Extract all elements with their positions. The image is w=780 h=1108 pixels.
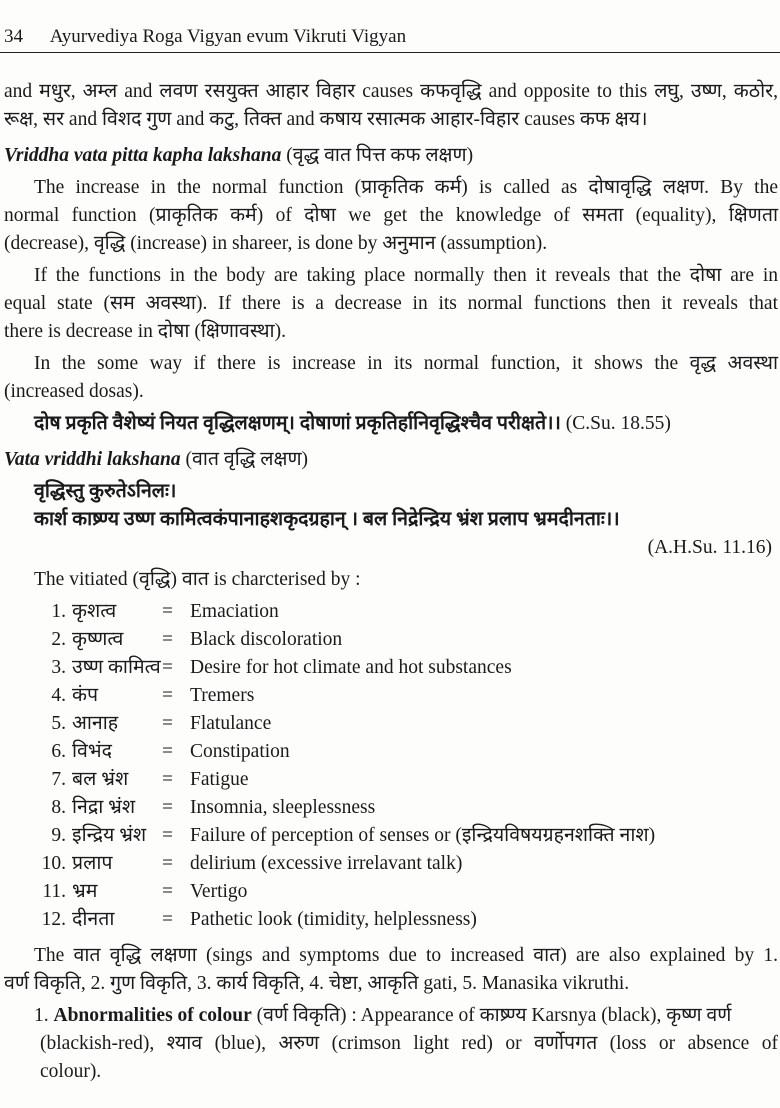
item-term: आनाह (72, 713, 119, 734)
item-meaning: Insomnia, sleeplessness (190, 797, 376, 818)
text-line: रूक्ष, सर and विशद गुण and कटु, तिक्त and कषाय रसात्मक आहार-विहार causes कफ क्षय। (4, 109, 648, 130)
text-line: In the some way if there is increase in its normal function, it shows the वृद्ध अवस्था (34, 353, 778, 374)
item-meaning: Emaciation (190, 601, 279, 622)
heading-devanagari: (वृद्ध वात पित्त कफ लक्षण) (281, 145, 474, 166)
equals-sign: = (162, 909, 173, 930)
item-number: 2. (51, 629, 66, 650)
item-number: 10. (41, 853, 66, 874)
sanskrit-verse: वृद्धिस्तु कुरुतेऽनिलः। (34, 481, 177, 502)
equals-sign: = (162, 601, 173, 622)
item-number: 3. (51, 657, 66, 678)
item-title: Abnormalities of colour (53, 1005, 252, 1026)
item-meaning: Fatigue (190, 769, 249, 790)
equals-sign: = (162, 881, 173, 902)
equals-sign: = (162, 741, 173, 762)
item-number: 7. (51, 769, 66, 790)
equals-sign: = (162, 713, 173, 734)
item-number: 9. (51, 825, 66, 846)
item-term: इन्द्रिय भ्रंश (72, 825, 147, 846)
item-term: दीनता (72, 909, 115, 930)
text-line: normal function (प्राकृतिक कर्म) of दोषा we get the knowledge of समता (equality), क्षिणता (4, 205, 778, 226)
item-term: निद्रा भ्रंश (72, 797, 136, 818)
item-term: कृशत्व (72, 601, 117, 622)
text-line: equal state (सम अवस्था). If there is a decrease in its normal functions then it reveals that (4, 293, 778, 314)
text-line: colour). (40, 1061, 102, 1082)
text-line: (blackish-red), श्याव (blue), अरुण (crimson light red) or वर्णोपगत (loss or absence of (40, 1033, 778, 1054)
verse-reference: (C.Su. 18.55) (560, 413, 671, 434)
item-meaning: Pathetic look (timidity, helplessness) (190, 909, 477, 930)
heading-title: Vriddha vata pitta kapha lakshana (4, 145, 282, 166)
equals-sign: = (162, 797, 173, 818)
equals-sign: = (162, 825, 173, 846)
heading-devanagari: (वात वृद्धि लक्षण) (180, 449, 309, 470)
text-line: and मधुर, अम्ल and लवण रसयुक्त आहार विहार causes कफवृद्धि and opposite to this लघु, उष्ण, कठोर, (4, 81, 778, 102)
equals-sign: = (162, 769, 173, 790)
item-meaning: Black discoloration (190, 629, 343, 650)
text-line: The increase in the normal function (प्राकृतिक कर्म) is called as दोषावृद्धि लक्षण. By the (34, 177, 778, 198)
verse-reference: (A.H.Su. 11.16) (647, 537, 772, 558)
list-paragraph (34, 1004, 778, 1028)
item-number: 6. (51, 741, 66, 762)
equals-sign: = (162, 853, 173, 874)
item-number: 1. (51, 601, 66, 622)
text-line: there is decrease in दोषा (क्षिणावस्था). (4, 321, 286, 342)
text-line: The vitiated (वृद्धि) वात is charcterised by : (34, 569, 361, 590)
item-number: 5. (51, 713, 66, 734)
item-meaning: Flatulance (190, 713, 272, 734)
text-line: If the functions in the body are taking place normally then it reveals that the दोषा are in (34, 265, 778, 286)
item-meaning: delirium (excessive irrelavant talk) (190, 853, 463, 874)
item-meaning: Vertigo (190, 881, 248, 902)
item-meaning: Failure of perception of senses or (इन्द्रियविषयग्रहनशक्ति नाश) (190, 825, 656, 846)
equals-sign: = (162, 657, 173, 678)
text-line: वर्ण विकृति, 2. गुण विकृति, 3. कार्य विकृति, 4. चेष्टा, आकृति gati, 5. Manasika vikruthi. (4, 973, 630, 994)
item-term: कंप (72, 685, 99, 706)
equals-sign: = (162, 685, 173, 706)
verse-text: दोष प्रकृति वैशेष्यं नियत वृद्धिलक्षणम्। दोषाणां प्रकृतिर्हानिवृद्धिश्चैव परीक्षते।। (34, 413, 561, 434)
section-heading (4, 448, 778, 472)
item-number: 12. (41, 909, 66, 930)
item-meaning: Constipation (190, 741, 290, 762)
heading-title: Vata vriddhi lakshana (4, 449, 181, 470)
item-number: 8. (51, 797, 66, 818)
running-header (4, 26, 406, 48)
book-title: Ayurvediya Roga Vigyan evum Vikruti Vigyan (49, 26, 407, 47)
item-term: विभंद (72, 741, 112, 762)
item-term: बल भ्रंश (72, 769, 129, 790)
equals-sign: = (162, 629, 173, 650)
sanskrit-verse (34, 412, 778, 436)
item-term: प्रलाप (72, 853, 113, 874)
page-number: 34 (4, 26, 23, 47)
item-number: 4. (51, 685, 66, 706)
text-line: (increased dosas). (4, 381, 144, 402)
text-line: (decrease), वृद्धि (increase) in shareer, is done by अनुमान (assumption). (4, 233, 548, 254)
item-meaning: Desire for hot climate and hot substances (190, 657, 512, 678)
header-rule (0, 52, 780, 53)
item-text: (वर्ण विकृति) : Appearance of काष्र्ण्य Karsnya (black), कृष्ण वर्ण (251, 1005, 732, 1026)
item-number: 1. (34, 1005, 49, 1026)
item-term: उष्ण कामित्व (72, 657, 161, 678)
sanskrit-verse: कार्श काष्र्ण्य उष्ण कामित्वकंपानाहशकृदग्रहान् । बल निद्रेन्द्रिय भ्रंश प्रलाप भ्रमदीनताः।। (34, 509, 620, 530)
item-number: 11. (42, 881, 66, 902)
item-meaning: Tremers (190, 685, 255, 706)
section-heading (4, 144, 778, 168)
item-term: कृष्णत्व (72, 629, 124, 650)
text-line: The वात वृद्धि लक्षणा (sings and symptoms due to increased वात) are also explained by 1. (34, 945, 778, 966)
item-term: भ्रम (72, 881, 98, 902)
